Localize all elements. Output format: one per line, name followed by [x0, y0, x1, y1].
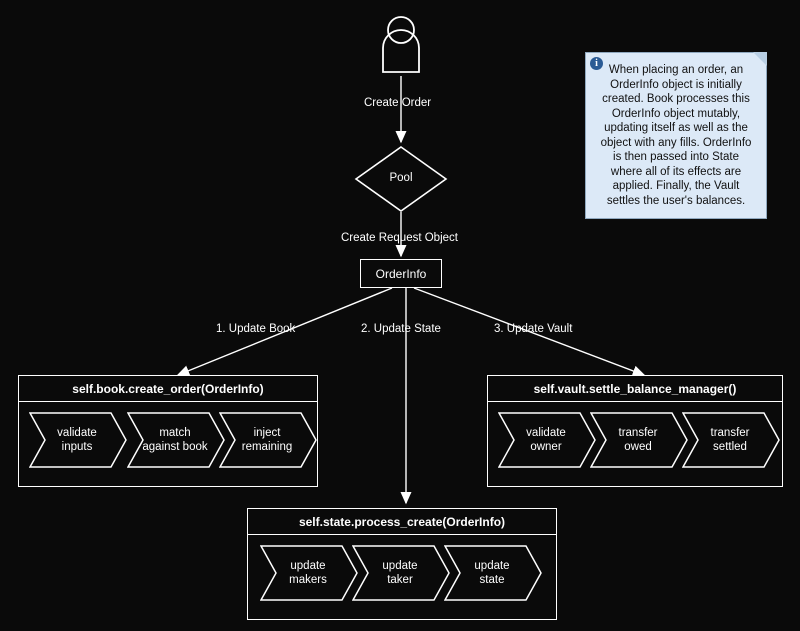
step-validate-inputs[interactable]: [29, 412, 127, 468]
group-vault-body: [488, 402, 782, 480]
info-icon: i: [590, 57, 603, 70]
step-label: transfer owed: [618, 427, 658, 453]
step-transfer-settled[interactable]: [682, 412, 780, 468]
step-label: match against book: [142, 427, 208, 453]
edge-label-update-vault: 3. Update Vault: [494, 323, 573, 335]
edge-label-update-state: 2. Update State: [361, 323, 441, 335]
step-label: validate inputs: [57, 427, 97, 453]
note-fold-corner: [753, 52, 767, 66]
info-note: [585, 52, 767, 219]
group-vault-title: self.vault.settle_balance_manager(): [488, 376, 782, 402]
step-label: transfer settled: [710, 427, 750, 453]
note-text: When placing an order, an OrderInfo object is initially created. Book processes this OrderInfo object mutably, updating itself as well as the object with any fills. OrderInfo is then passed into State where all of its effects are applied. Finally, the Vault settles the user's balances.: [600, 64, 752, 207]
step-update-state[interactable]: [444, 545, 542, 601]
step-label: inject remaining: [241, 427, 293, 453]
edge-label-create-order: Create Order: [364, 97, 432, 109]
step-match-against-book[interactable]: [127, 412, 225, 468]
step-label: update makers: [289, 560, 327, 586]
pool-label: Pool: [389, 172, 413, 184]
step-label: update state: [474, 560, 510, 586]
order-info-box[interactable]: [360, 259, 442, 288]
step-update-taker[interactable]: [352, 545, 450, 601]
edge-label-update-book: 1. Update Book: [216, 323, 296, 335]
group-vault: [487, 375, 783, 487]
order-info-label: OrderInfo: [375, 266, 427, 281]
group-book-body: [19, 402, 317, 480]
step-label: update taker: [382, 560, 418, 586]
step-update-makers[interactable]: [260, 545, 358, 601]
group-book-title: self.book.create_order(OrderInfo): [19, 376, 317, 402]
actor-stick-figure: [383, 17, 419, 72]
edge-label-create-request-object: Create Request Object: [341, 232, 458, 244]
group-state-title: self.state.process_create(OrderInfo): [248, 509, 556, 535]
step-validate-owner[interactable]: [498, 412, 596, 468]
step-inject-remaining[interactable]: [219, 412, 317, 468]
group-state: [247, 508, 557, 620]
group-book: [18, 375, 318, 487]
step-transfer-owed[interactable]: [590, 412, 688, 468]
step-label: validate owner: [526, 427, 566, 453]
group-state-body: [248, 535, 556, 613]
